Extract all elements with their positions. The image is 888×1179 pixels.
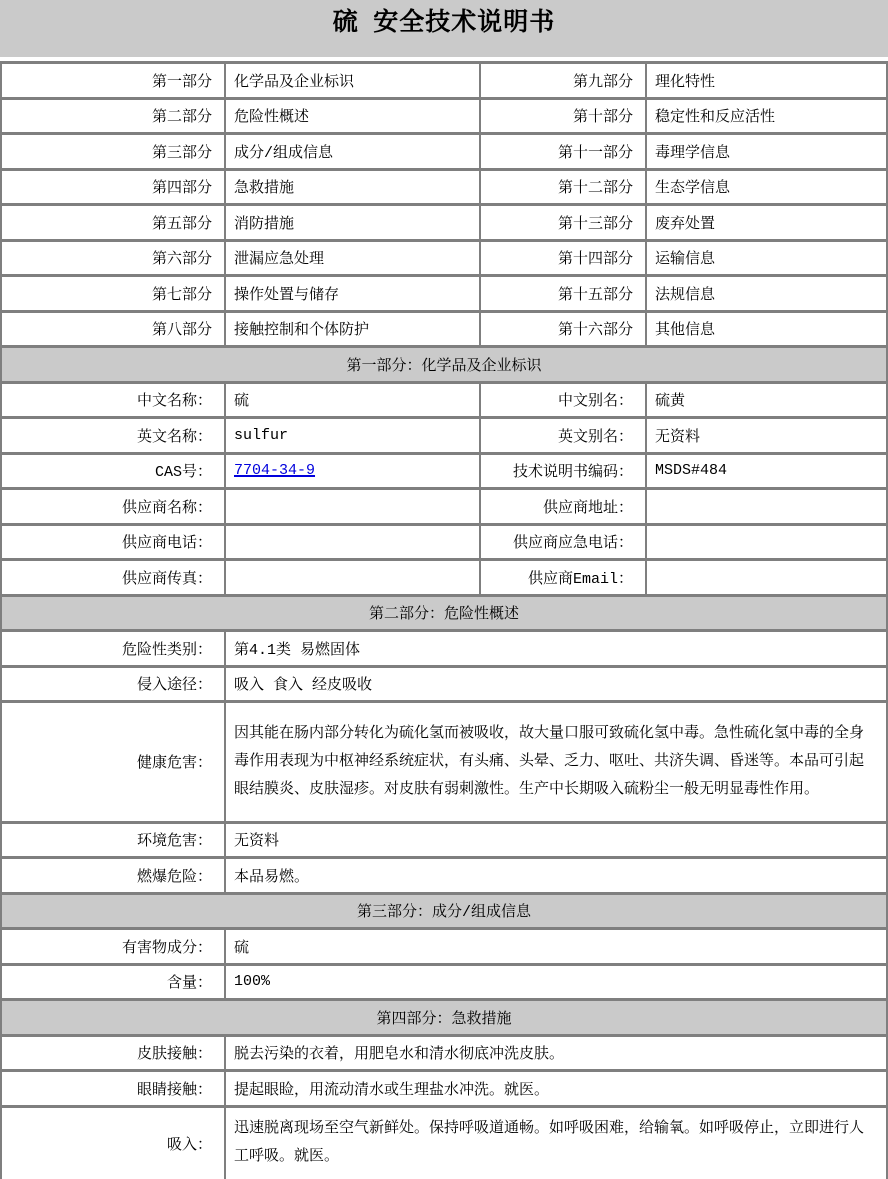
field-label: 健康危害： <box>2 703 226 821</box>
field-label: 供应商应急电话： <box>481 526 647 559</box>
field-label: 中文名称： <box>2 384 226 417</box>
toc-section-title: 废弃处置 <box>655 215 716 233</box>
field-row <box>2 966 886 1002</box>
toc-row <box>2 100 886 136</box>
document-title: 硫 安全技术说明书 <box>332 9 556 36</box>
field-label: 危险性类别： <box>2 632 226 665</box>
toc-row <box>2 64 886 100</box>
cas-number-link[interactable]: 7704-34-9 <box>234 462 316 480</box>
section3-header: 第三部分：成分/组成信息 <box>2 895 886 931</box>
field-value: 硫 <box>226 384 481 417</box>
toc-section-number: 第三部分 <box>2 135 226 168</box>
field-value: 本品易燃。 <box>234 868 310 886</box>
field-label: 技术说明书编码： <box>481 455 647 488</box>
toc-section-title: 成分/组成信息 <box>226 135 481 168</box>
field-value: 硫 <box>234 939 250 957</box>
field-value <box>226 561 481 594</box>
toc-section-title: 接触控制和个体防护 <box>226 313 481 346</box>
toc-section-number: 第八部分 <box>2 313 226 346</box>
toc-section-number: 第二部分 <box>2 100 226 133</box>
section1-header: 第一部分：化学品及企业标识 <box>2 348 886 384</box>
toc-row <box>2 206 886 242</box>
field-label: 供应商电话： <box>2 526 226 559</box>
field-value: 硫黄 <box>655 393 686 411</box>
field-row <box>2 668 886 704</box>
field-label: 供应商传真： <box>2 561 226 594</box>
toc-section-title: 理化特性 <box>655 73 716 91</box>
field-value <box>226 455 481 488</box>
toc-section-title: 危险性概述 <box>226 100 481 133</box>
msds-table <box>0 61 888 1179</box>
field-value: 因其能在肠内部分转化为硫化氢而被吸收，故大量口服可致硫化氢中毒。急性硫化氢中毒的全身毒作用表现为中枢神经系统症状，有头痛、头晕、乏力、呕吐、共济失调、昏迷等。本品可引起眼结膜炎、皮肤湿疹。对皮肤有弱刺激性。生产中长期吸入硫粉尘一般无明显毒性作用。 <box>234 724 865 798</box>
field-label: 含量： <box>2 966 226 999</box>
toc-row <box>2 277 886 313</box>
toc-section-number: 第四部分 <box>2 171 226 204</box>
field-label: 供应商Email： <box>481 561 647 594</box>
field-value <box>226 526 481 559</box>
toc-section-number: 第十三部分 <box>481 206 647 239</box>
field-row <box>2 703 886 824</box>
toc-section-title: 急救措施 <box>226 171 481 204</box>
toc-section-title: 法规信息 <box>655 286 716 304</box>
field-value: MSDS#484 <box>655 462 728 480</box>
field-row <box>2 526 886 562</box>
document-title-band <box>0 0 888 57</box>
field-row <box>2 490 886 526</box>
field-value: 吸入 食入 经皮吸收 <box>234 677 373 695</box>
toc-section-number: 第九部分 <box>481 64 647 97</box>
toc-section-number: 第十四部分 <box>481 242 647 275</box>
toc-section-title: 毒理学信息 <box>655 144 731 162</box>
field-label: 眼睛接触： <box>2 1072 226 1105</box>
field-label: 环境危害： <box>2 824 226 857</box>
toc-section-number: 第五部分 <box>2 206 226 239</box>
field-label: 英文名称： <box>2 419 226 452</box>
toc-row <box>2 135 886 171</box>
field-row <box>2 1037 886 1073</box>
field-row <box>2 930 886 966</box>
field-label: 燃爆危险： <box>2 859 226 892</box>
field-label: 英文别名： <box>481 419 647 452</box>
toc-section-number: 第一部分 <box>2 64 226 97</box>
field-row <box>2 419 886 455</box>
field-row <box>2 455 886 491</box>
field-label: 侵入途径： <box>2 668 226 701</box>
toc-section-title: 消防措施 <box>226 206 481 239</box>
field-row <box>2 632 886 668</box>
field-label: 有害物成分： <box>2 930 226 963</box>
field-row <box>2 384 886 420</box>
toc-section-title: 其他信息 <box>655 322 716 340</box>
toc-row <box>2 313 886 349</box>
field-value: 第4.1类 易燃固体 <box>234 641 361 659</box>
field-label: 供应商地址： <box>481 490 647 523</box>
field-value: 无资料 <box>655 428 701 446</box>
toc-section-title: 生态学信息 <box>655 180 731 198</box>
section4-header: 第四部分：急救措施 <box>2 1001 886 1037</box>
toc-row <box>2 242 886 278</box>
field-row <box>2 1108 886 1179</box>
toc-section-number: 第十二部分 <box>481 171 647 204</box>
field-value: 脱去污染的衣着，用肥皂水和清水彻底冲洗皮肤。 <box>234 1046 565 1064</box>
field-label: 中文别名： <box>481 384 647 417</box>
toc-section-number: 第七部分 <box>2 277 226 310</box>
field-label: CAS号： <box>2 455 226 488</box>
section2-header: 第二部分：危险性概述 <box>2 597 886 633</box>
field-value: 迅速脱离现场至空气新鲜处。保持呼吸道通畅。如呼吸困难，给输氧。如呼吸停止，立即进行人工呼吸。就医。 <box>234 1120 865 1165</box>
toc-section-number: 第十部分 <box>481 100 647 133</box>
field-row <box>2 859 886 895</box>
toc-section-title: 泄漏应急处理 <box>226 242 481 275</box>
toc-row <box>2 171 886 207</box>
field-value <box>647 561 886 594</box>
toc-section-title: 化学品及企业标识 <box>226 64 481 97</box>
field-row <box>2 561 886 597</box>
field-value: sulfur <box>226 419 481 452</box>
field-value <box>647 490 886 523</box>
field-label: 供应商名称： <box>2 490 226 523</box>
toc-section-number: 第十五部分 <box>481 277 647 310</box>
toc-section-title: 运输信息 <box>655 251 716 269</box>
field-value <box>647 526 886 559</box>
toc-section-number: 第十六部分 <box>481 313 647 346</box>
toc-section-number: 第十一部分 <box>481 135 647 168</box>
field-value <box>226 490 481 523</box>
field-value: 100% <box>234 973 271 991</box>
field-row <box>2 1072 886 1108</box>
toc-section-title: 稳定性和反应活性 <box>655 109 776 127</box>
field-row <box>2 824 886 860</box>
field-label: 皮肤接触： <box>2 1037 226 1070</box>
field-value: 无资料 <box>234 833 280 851</box>
toc-section-number: 第六部分 <box>2 242 226 275</box>
toc-section-title: 操作处置与储存 <box>226 277 481 310</box>
field-label: 吸入： <box>2 1108 226 1179</box>
field-value: 提起眼睑，用流动清水或生理盐水冲洗。就医。 <box>234 1081 550 1099</box>
